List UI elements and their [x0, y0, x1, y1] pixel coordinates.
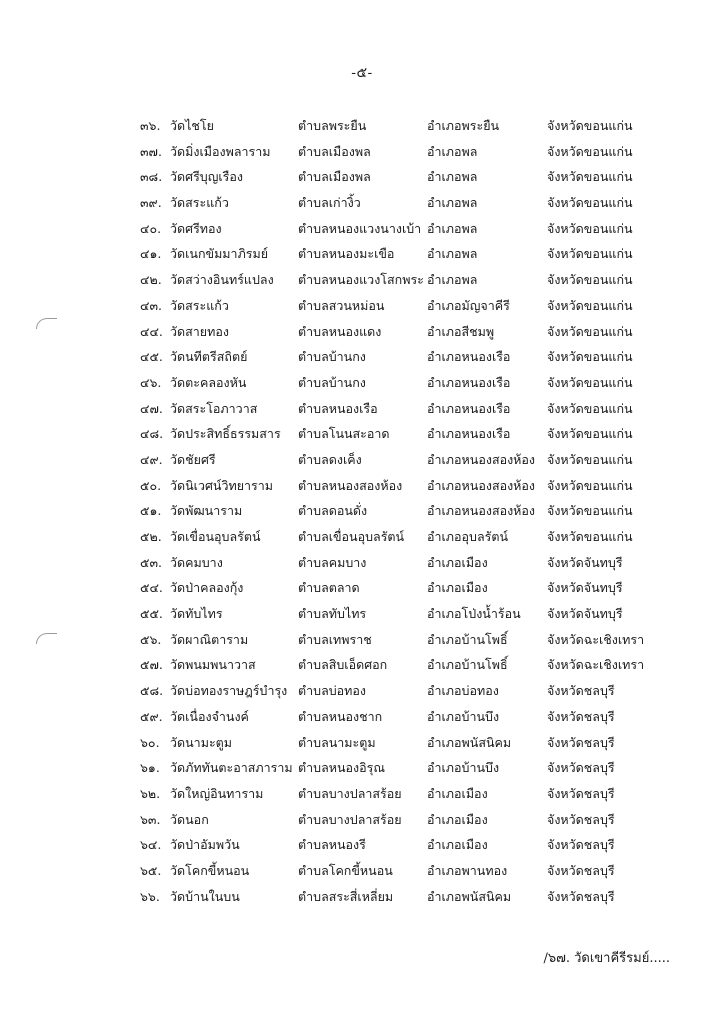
province-name: จังหวัดฉะเชิงเทรา	[547, 657, 645, 673]
list-item	[0, 730, 724, 756]
province-name: จังหวัดขอนแก่น	[547, 400, 633, 416]
province-name: จังหวัดชลบุรี	[547, 683, 615, 699]
province-name: จังหวัดขอนแก่น	[547, 323, 633, 339]
district-name: อำเภอพนัสนิคม	[427, 734, 512, 750]
subdistrict-name: ตำบลหนองชาก	[298, 708, 383, 724]
province-name: จังหวัดชลบุรี	[547, 888, 615, 904]
province-name: จังหวัดขอนแก่น	[547, 374, 633, 390]
list-item-number: ๖๔.	[140, 837, 162, 853]
province-name: จังหวัดขอนแก่น	[547, 297, 633, 313]
province-name: จังหวัดชลบุรี	[547, 785, 615, 801]
subdistrict-name: ตำบลหนองอิรุณ	[298, 760, 385, 776]
list-item-number: ๖๓.	[140, 811, 161, 827]
district-name: อำเภอเมือง	[427, 837, 488, 853]
district-name: อำเภอหนองสองห้อง	[427, 503, 536, 519]
subdistrict-name: ตำบลสิบเอ็ดศอก	[298, 657, 388, 673]
temple-name: วัดเขื่อนอุบลรัตน์	[170, 529, 261, 544]
subdistrict-name: ตำบลโนนสะอาด	[298, 426, 390, 442]
district-name: อำเภอเมือง	[427, 554, 488, 570]
province-name: จังหวัดขอนแก่น	[547, 143, 633, 159]
list-item	[0, 396, 724, 422]
temple-name: วัดสระแก้ว	[170, 297, 229, 313]
temple-name: วัดศรีบุญเรือง	[170, 169, 243, 185]
subdistrict-name: ตำบลบางปลาสร้อย	[298, 785, 402, 801]
district-name: อำเภอมัญจาคีรี	[427, 297, 510, 313]
district-name: อำเภอพนัสนิคม	[427, 888, 512, 904]
subdistrict-name: ตำบลบางปลาสร้อย	[298, 811, 402, 827]
temple-name: วัดเนกขัมมาภิรมย์	[170, 246, 269, 262]
temple-name: วัดบ่อทองราษฎร์บำรุง	[170, 683, 288, 699]
list-item	[0, 755, 724, 781]
subdistrict-name: ตำบลพระยืน	[298, 118, 367, 133]
province-name: จังหวัดชลบุรี	[547, 811, 615, 827]
list-item-number: ๔๒.	[140, 272, 162, 288]
province-name: จังหวัดฉะเชิงเทรา	[547, 631, 645, 647]
district-name: อำเภอหนองเรือ	[427, 349, 511, 365]
province-name: จังหวัดจันทบุรี	[547, 554, 623, 570]
province-name: จังหวัดชลบุรี	[547, 837, 615, 853]
province-name: จังหวัดขอนแก่น	[547, 503, 633, 519]
province-name: จังหวัดชลบุรี	[547, 862, 615, 878]
temple-name: วัดพัฒนาราม	[170, 503, 243, 519]
list-item	[0, 447, 724, 473]
list-item	[0, 164, 724, 190]
subdistrict-name: ตำบลหนองเรือ	[298, 400, 378, 416]
district-name: อำเภอเมือง	[427, 785, 488, 801]
subdistrict-name: ตำบลสวนหม่อน	[298, 297, 385, 313]
temple-name: วัดเนื่องจำนงค์	[170, 708, 249, 724]
temple-name: วัดบ้านในบน	[170, 888, 240, 904]
list-item	[0, 319, 724, 345]
subdistrict-name: ตำบลเขื่อนอุบลรัตน์	[298, 529, 405, 544]
subdistrict-name: ตำบลเมืองพล	[298, 169, 371, 185]
district-name: อำเภออุบลรัตน์	[427, 529, 509, 544]
district-name: อำเภอหนองเรือ	[427, 400, 511, 416]
list-item-number: ๕๔.	[140, 580, 163, 596]
list-item	[0, 498, 724, 524]
temple-name: วัดชัยศรี	[170, 451, 216, 467]
district-name: อำเภอพานทอง	[427, 862, 508, 878]
province-name: จังหวัดขอนแก่น	[547, 529, 633, 544]
list-item	[0, 832, 724, 858]
list-item	[0, 216, 724, 242]
province-name: จังหวัดจันทบุรี	[547, 580, 623, 596]
subdistrict-name: ตำบลเทพราช	[298, 631, 372, 647]
subdistrict-name: ตำบลหนองรี	[298, 837, 366, 853]
temple-name: วัดสระแก้ว	[170, 195, 229, 211]
list-item	[0, 293, 724, 319]
list-item	[0, 241, 724, 267]
list-item-number: ๓๘.	[140, 169, 163, 185]
temple-name: วัดผาณิตาราม	[170, 631, 249, 647]
list-item	[0, 884, 724, 910]
district-name: อำเภอเมือง	[427, 580, 488, 596]
list-item	[0, 370, 724, 396]
list-item-number: ๕๒.	[140, 529, 162, 544]
district-name: อำเภอหนองเรือ	[427, 374, 511, 390]
list-item	[0, 601, 724, 627]
subdistrict-name: ตำบลนามะตูม	[298, 734, 376, 750]
district-name: อำเภอบ่อทอง	[427, 683, 499, 699]
temple-name: วัดป่าคลองกุ้ง	[170, 580, 244, 596]
temple-name: วัดศรีทอง	[170, 220, 222, 236]
district-name: อำเภอพล	[427, 246, 478, 262]
district-name: อำเภอสีชมพู	[427, 323, 495, 339]
list-item	[0, 421, 724, 447]
list-item	[0, 627, 724, 653]
list-item	[0, 267, 724, 293]
province-name: จังหวัดชลบุรี	[547, 734, 615, 750]
list-item	[0, 190, 724, 216]
subdistrict-name: ตำบลดอนดั่ง	[298, 503, 368, 519]
temple-name: วัดนอก	[170, 811, 209, 827]
list-item-number: ๔๙.	[140, 451, 163, 467]
province-name: จังหวัดขอนแก่น	[547, 220, 633, 236]
province-name: จังหวัดชลบุรี	[547, 760, 615, 776]
district-name: อำเภอพระยืน	[427, 118, 500, 133]
subdistrict-name: ตำบลเก่างิ้ว	[298, 195, 361, 211]
list-item-number: ๕๙.	[140, 708, 163, 724]
province-name: จังหวัดขอนแก่น	[547, 246, 633, 262]
district-name: อำเภอพล	[427, 195, 478, 211]
province-name: จังหวัดขอนแก่น	[547, 349, 633, 365]
subdistrict-name: ตำบลหนองแดง	[298, 323, 382, 339]
province-name: จังหวัดขอนแก่น	[547, 426, 633, 442]
list-item-number: ๕๖.	[140, 631, 162, 647]
list-item	[0, 781, 724, 807]
list-item-number: ๔๗.	[140, 400, 163, 416]
list-item-number: ๔๕.	[140, 349, 163, 365]
list-item-number: ๖๒.	[140, 785, 161, 801]
district-name: อำเภอบ้านโพธิ์	[427, 631, 508, 647]
temple-name: วัดไชโย	[170, 118, 214, 133]
temple-list	[0, 113, 724, 909]
list-item	[0, 550, 724, 576]
temple-name: วัดทับไทร	[170, 606, 223, 622]
subdistrict-name: ตำบลหนองแวงโสกพระ	[298, 272, 424, 288]
list-item-number: ๖๕.	[140, 862, 162, 878]
continuation-text: /๖๗. วัดเขาคีรีรมย์.....	[543, 951, 670, 966]
list-item	[0, 652, 724, 678]
temple-name: วัดสระโอภาวาส	[170, 400, 258, 416]
list-item-number: ๓๙.	[140, 195, 162, 211]
list-item-number: ๖๖.	[140, 888, 160, 904]
temple-name: วัดสว่างอินทร์แปลง	[170, 272, 274, 288]
province-name: จังหวัดชลบุรี	[547, 708, 615, 724]
province-name: จังหวัดขอนแก่น	[547, 118, 633, 133]
list-item-number: ๕๘.	[140, 683, 164, 699]
temple-name: วัดมิ่งเมืองพลาราม	[170, 143, 271, 159]
province-name: จังหวัดจันทบุรี	[547, 606, 623, 622]
temple-name: วัดประสิทธิ์ธรรมสาร	[170, 426, 281, 442]
list-item-number: ๕๗.	[140, 657, 163, 673]
district-name: อำเภอบ้านโพธิ์	[427, 657, 508, 673]
province-name: จังหวัดขอนแก่น	[547, 169, 633, 185]
list-item-number: ๔๐.	[140, 220, 162, 236]
temple-name: วัดสายทอง	[170, 323, 229, 339]
district-name: อำเภอโป่งน้ำร้อน	[427, 606, 521, 622]
district-name: อำเภอหนองสองห้อง	[427, 477, 536, 493]
subdistrict-name: ตำบลหนองแวงนางเบ้า	[298, 220, 422, 236]
page-number: -๕-	[351, 65, 373, 81]
list-item	[0, 113, 724, 139]
list-item-number: ๕๑.	[140, 503, 162, 519]
district-name: อำเภอพล	[427, 143, 478, 159]
list-item	[0, 524, 724, 550]
district-name: อำเภอพล	[427, 220, 478, 236]
subdistrict-name: ตำบลโคกขี้หนอน	[298, 862, 393, 878]
temple-name: วัดพนมพนาวาส	[170, 657, 256, 673]
province-name: จังหวัดขอนแก่น	[547, 451, 633, 467]
list-item-number: ๔๔.	[140, 323, 163, 339]
subdistrict-name: ตำบลตลาด	[298, 580, 360, 596]
temple-name: วัดคมบาง	[170, 554, 223, 570]
list-item-number: ๖๐.	[140, 734, 160, 750]
list-item-number: ๓๗.	[140, 143, 162, 159]
district-name: อำเภอหนองสองห้อง	[427, 451, 536, 467]
list-item	[0, 678, 724, 704]
province-name: จังหวัดขอนแก่น	[547, 195, 633, 211]
list-item-number: ๔๑.	[140, 246, 162, 262]
list-item-number: ๕๕.	[140, 606, 163, 622]
list-item	[0, 575, 724, 601]
list-item-number: ๕๐.	[140, 477, 162, 493]
list-item-number: ๕๓.	[140, 554, 162, 570]
subdistrict-name: ตำบลทับไทร	[298, 606, 367, 622]
temple-name: วัดภัททันตะอาสภาราม	[170, 760, 293, 776]
list-item-number: ๔๖.	[140, 374, 162, 390]
list-item	[0, 344, 724, 370]
list-item-number: ๖๑.	[140, 760, 160, 776]
list-item-number: ๔๓.	[140, 297, 162, 313]
list-item	[0, 858, 724, 884]
subdistrict-name: ตำบลบ้านกง	[298, 349, 366, 365]
district-name: อำเภอพล	[427, 169, 478, 185]
district-name: อำเภอพล	[427, 272, 478, 288]
temple-name: วัดโคกขี้หนอน	[170, 862, 250, 878]
subdistrict-name: ตำบลบ่อทอง	[298, 683, 367, 699]
subdistrict-name: ตำบลเมืองพล	[298, 143, 371, 159]
district-name: อำเภอหนองเรือ	[427, 426, 511, 442]
list-item-number: ๓๖.	[140, 118, 161, 133]
subdistrict-name: ตำบลดงเค็ง	[298, 451, 362, 467]
list-item	[0, 807, 724, 833]
list-item	[0, 704, 724, 730]
subdistrict-name: ตำบลหนองมะเขือ	[298, 246, 395, 262]
subdistrict-name: ตำบลคมบาง	[298, 554, 367, 570]
subdistrict-name: ตำบลบ้านกง	[298, 374, 366, 390]
temple-name: วัดนามะตูม	[170, 734, 233, 750]
temple-name: วัดนิเวศน์วิทยาราม	[170, 477, 274, 493]
temple-name: วัดใหญ่อินทาราม	[170, 785, 264, 801]
temple-name: วัดป่าอัมพวัน	[170, 837, 240, 853]
province-name: จังหวัดขอนแก่น	[547, 272, 633, 288]
list-item	[0, 473, 724, 499]
list-item	[0, 139, 724, 165]
subdistrict-name: ตำบลสระสี่เหลี่ยม	[298, 888, 394, 904]
subdistrict-name: ตำบลหนองสองห้อง	[298, 477, 403, 493]
temple-name: วัดตะคลองหัน	[170, 374, 247, 390]
list-item-number: ๔๘.	[140, 426, 164, 442]
temple-name: วัดนทีตรีสถิตย์	[170, 349, 248, 365]
district-name: อำเภอบ้านบึง	[427, 708, 500, 724]
district-name: อำเภอบ้านบึง	[427, 760, 500, 776]
district-name: อำเภอเมือง	[427, 811, 488, 827]
province-name: จังหวัดขอนแก่น	[547, 477, 633, 493]
